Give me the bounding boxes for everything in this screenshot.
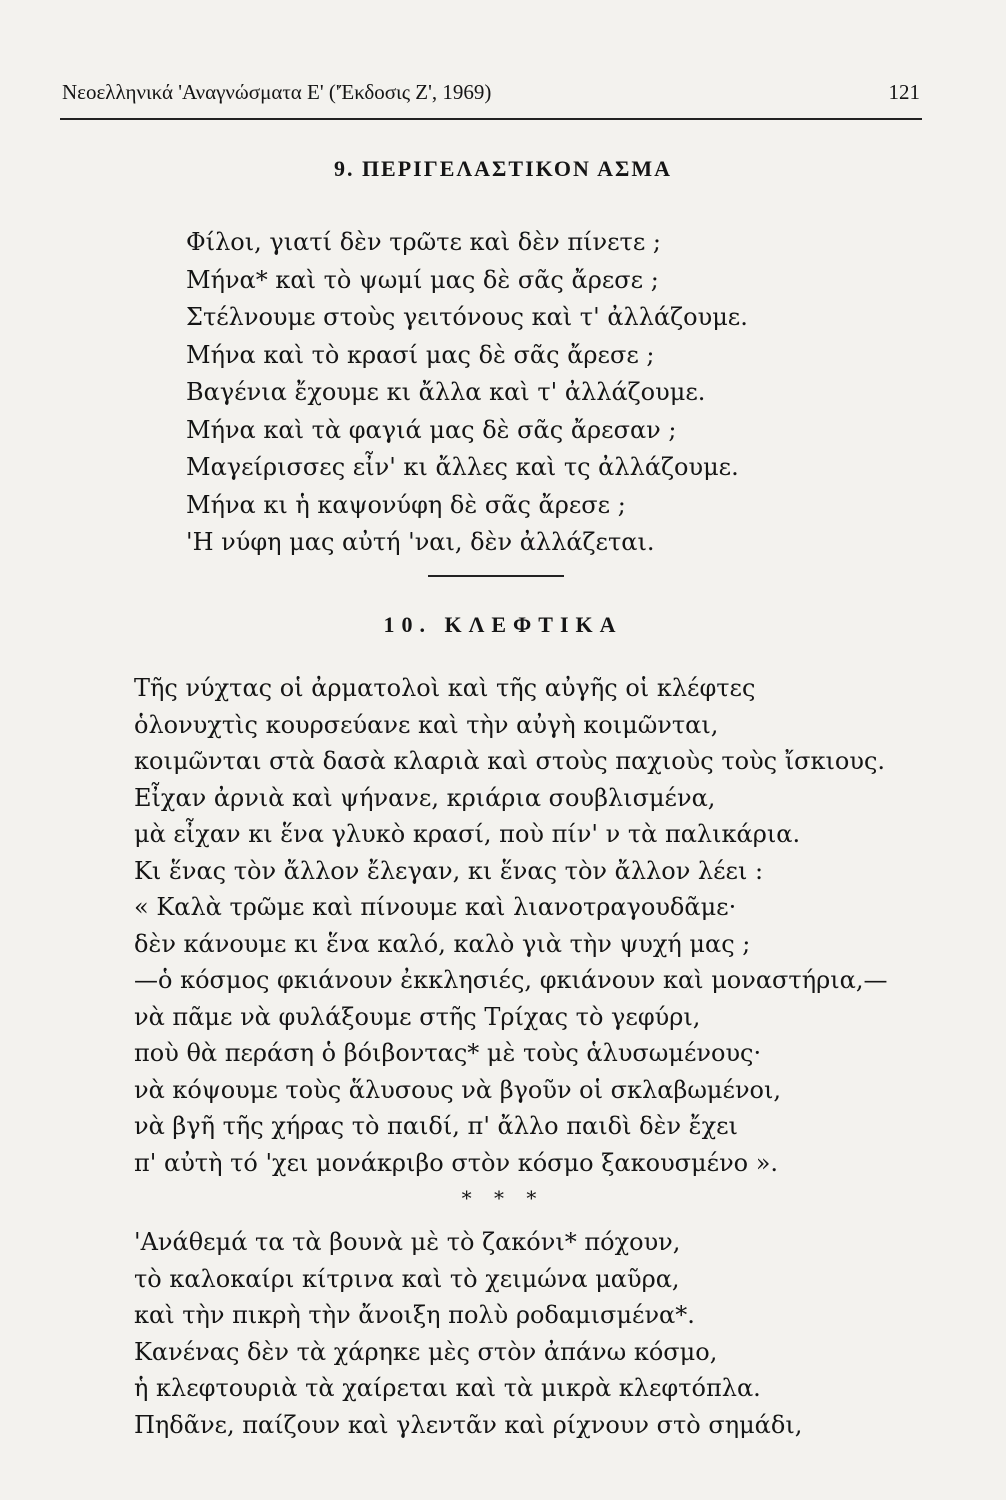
verse-line: νὰ πᾶμε νὰ φυλάξουμε στῆς Τρίχας τὸ γεφύρι, xyxy=(134,1002,701,1031)
verse-line: τὸ καλοκαίρι κίτρινα καὶ τὸ χειμώνα μαῦρα, xyxy=(134,1264,680,1293)
verse-line: Κι ἕνας τὸν ἄλλον ἔλεγαν, κι ἕνας τὸν ἄλλον λέει : xyxy=(134,856,764,885)
verse-line: ποὺ θὰ περάση ὁ βόιβοντας* μὲ τοὺς ἁλυσωμένους· xyxy=(134,1039,762,1067)
section-9-title: 9. ΠΕΡΙΓΕΛΑΣΤΙΚΟΝ ΑΣΜΑ xyxy=(333,156,673,181)
verse-line: δὲν κάνουμε κι ἕνα καλό, καλὸ γιὰ τὴν ψυχή μας ; xyxy=(134,929,751,958)
verse-line: νὰ κόψουμε τοὺς ἅλυσους νὰ βγοῦν οἱ σκλαβωμένοι, xyxy=(134,1075,782,1104)
verse-line: Εἶχαν ἀρνιὰ καὶ ψήνανε, κριάρια σουβλισμένα, xyxy=(134,783,716,812)
verse-line: ὁλονυχτὶς κουρσεύανε καὶ τὴν αὐγὴ κοιμῶνται, xyxy=(134,710,719,739)
verse-line: π' αὐτὴ τό 'χει μονάκριβο στὸν κόσμο ξακουσμένο ». xyxy=(134,1148,779,1177)
verse-line: νὰ βγῆ τῆς χήρας τὸ παιδί, π' ἄλλο παιδὶ δὲν ἔχει xyxy=(134,1112,738,1140)
verse-line: Βαγένια ἔχουμε κι ἄλλα καὶ τ' ἀλλάζουμε. xyxy=(186,378,706,406)
verse-line: « Καλὰ τρῶμε καὶ πίνουμε καὶ λιανοτραγουδᾶμε· xyxy=(134,893,737,921)
running-header xyxy=(62,80,920,110)
verse-line: 'Ανάθεμά τα τὰ βουνὰ μὲ τὸ ζακόνι* πόχουν, xyxy=(134,1228,681,1256)
verse-line: ἡ κλεφτουριὰ τὰ χαίρεται καὶ τὰ μικρὰ κλεφτόπλα. xyxy=(134,1374,761,1402)
verse-line: καὶ τὴν πικρὴ τὴν ἄνοιξη πολὺ ροδαμισμένα*. xyxy=(134,1301,695,1329)
verse-line: Κανένας δὲν τὰ χάρηκε μὲς στὸν ἀπάνω κόσμο, xyxy=(134,1337,718,1366)
verse-line: 'Η νύφη μας αὐτή 'ναι, δὲν ἀλλάζεται. xyxy=(186,528,655,556)
verse-line: Μήνα* καὶ τὸ ψωμί μας δὲ σᾶς ἄρεσε ; xyxy=(186,265,659,294)
poem-section-10-stanza-1 xyxy=(134,670,887,1181)
verse-line: Πηδᾶνε, παίζουν καὶ γλεντᾶν καὶ ρίχνουν στὸ σημάδι, xyxy=(134,1410,803,1439)
verse-line: Μήνα καὶ τὰ φαγιά μας δὲ σᾶς ἄρεσαν ; xyxy=(186,415,677,444)
verse-line: Μήνα κι ἡ καψονύφη δὲ σᾶς ἄρεσε ; xyxy=(186,490,626,519)
verse-line: μὰ εἶχαν κι ἕνα γλυκὸ κρασί, ποὺ πίν' ν τὰ παλικάρια. xyxy=(134,820,801,848)
poem-section-9 xyxy=(186,224,748,562)
poem-section-10-stanza-2 xyxy=(134,1224,802,1443)
verse-line: Τῆς νύχτας οἱ ἀρματολοὶ καὶ τῆς αὐγῆς οἱ κλέφτες xyxy=(134,674,756,702)
section-10-title: 10. ΚΛΕΦΤΙΚΑ xyxy=(383,612,623,637)
section-divider xyxy=(428,575,564,577)
verse-line: —ὁ κόσμος φκιάνουν ἐκκλησιές, φκιάνουν καὶ μοναστήρια,— xyxy=(134,966,888,994)
book-title: Νεοελληνικά 'Αναγνώσματα Ε' ('Έκδοσις Ζ', 1969) xyxy=(62,80,492,104)
header-rule xyxy=(60,118,922,120)
stanza-separator: * * * xyxy=(461,1186,545,1210)
verse-line: Μήνα καὶ τὸ κρασί μας δὲ σᾶς ἄρεσε ; xyxy=(186,340,655,369)
verse-line: Μαγείρισσες εἶν' κι ἄλλες καὶ τς ἀλλάζουμε. xyxy=(186,453,739,481)
verse-line: Στέλνουμε στοὺς γειτόνους καὶ τ' ἀλλάζουμε. xyxy=(186,303,748,331)
verse-line: κοιμῶνται στὰ δασὰ κλαριὰ καὶ στοὺς παχιοὺς τοὺς ἴσκιους. xyxy=(134,747,886,775)
verse-line: Φίλοι, γιατί δὲν τρῶτε καὶ δὲν πίνετε ; xyxy=(186,228,661,256)
page-number: 121 xyxy=(888,80,920,104)
